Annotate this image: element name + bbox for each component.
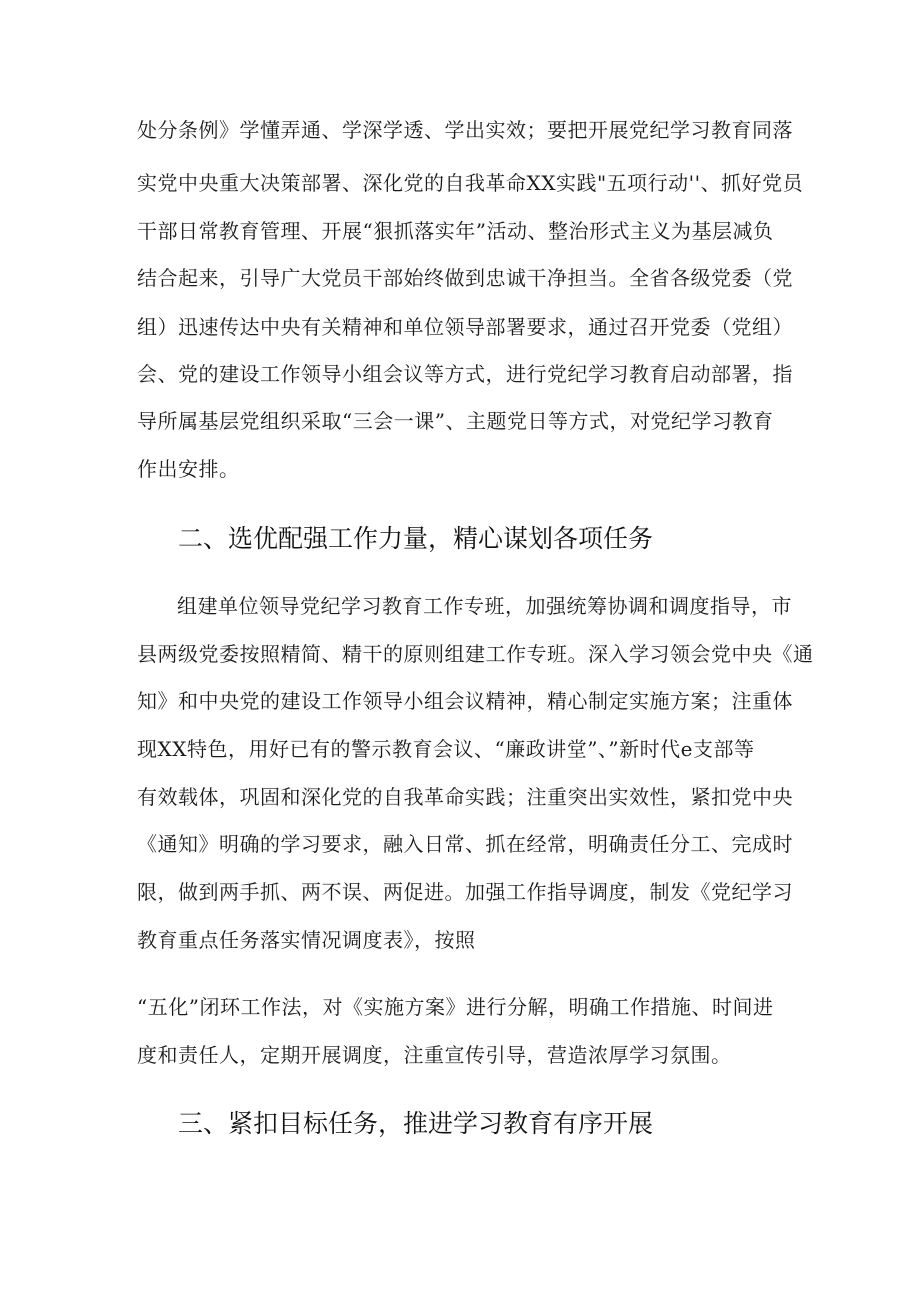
paragraph-line: 教育重点任务落实情况调度表》，按照: [137, 928, 476, 952]
section-heading-2: 二、选优配强工作力量，精心谋划各项任务: [178, 524, 654, 553]
paragraph-line: 结合起来，引导广大党员干部始终做到忠诚干净担当。全省各级党委（党: [137, 266, 793, 290]
paragraph-line: 知》和中央党的建设工作领导小组会议精神，精心制定实施方案；注重体: [137, 689, 793, 713]
paragraph-line: 组建单位领导党纪学习教育工作专班，加强统筹协调和调度指导，市: [177, 594, 792, 618]
paragraph-line: 会、党的建设工作领导小组会议等方式，进行党纪学习教育启动部署，指: [137, 362, 793, 386]
paragraph-line: 县两级党委按照精简、精干的原则组建工作专班。深入学习领会党中央《通: [137, 642, 814, 666]
paragraph-line: 作出安排。: [137, 457, 240, 481]
paragraph-line: 组）迅速传达中央有关精神和单位领导部署要求，通过召开党委（党组）: [137, 315, 793, 339]
paragraph-line: 现XX特色，用好已有的警示教育会议、“廉政讲堂”、”新时代e支部等: [137, 737, 755, 761]
paragraph-line: 导所属基层党组织采取“三会一课”、主题党日等方式，对党纪学习教育: [137, 409, 774, 433]
paragraph-line: 处分条例》学懂弄通、学深学透、学出实效；要把开展党纪学习教育同落: [137, 118, 793, 142]
paragraph-line: 《通知》明确的学习要求，融入日常、抓在经常，明确责任分工、完成时: [137, 832, 793, 856]
paragraph-line: 有效载体，巩固和深化党的自我革命实践；注重突出实效性，紧扣党中央: [137, 785, 793, 809]
paragraph-line: “五化”闭环工作法，对《实施方案》进行分解，明确工作措施、时间进: [137, 995, 774, 1019]
section-heading-3: 三、紧扣目标任务，推进学习教育有序开展: [178, 1109, 654, 1138]
paragraph-line: 度和责任人，定期开展调度，注重宣传引导，营造浓厚学习氛围。: [137, 1043, 732, 1067]
paragraph-line: 限，做到两手抓、两不误、两促进。加强工作指导调度，制发《党纪学习: [137, 880, 793, 904]
paragraph-line: 干部日常教育管理、开展“狠抓落实年”活动、整治形式主义为基层减负: [137, 219, 774, 243]
paragraph-line: 实党中央重大决策部署、深化党的自我革命XX实践"五项行动''、抓好党员: [137, 171, 804, 195]
